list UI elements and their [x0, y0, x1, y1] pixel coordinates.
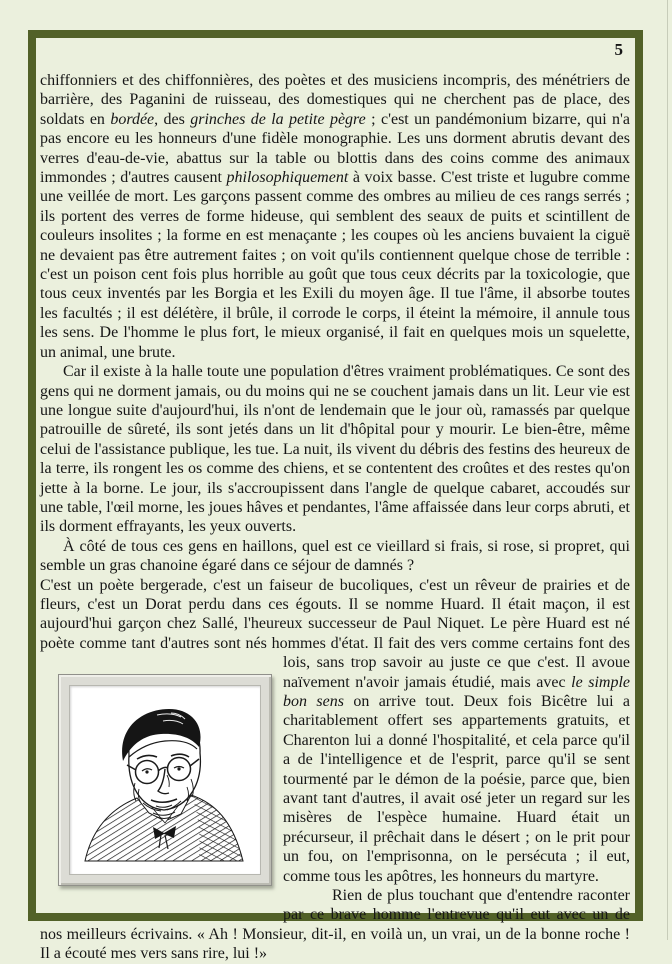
text-run: Car il existe à la halle toute une population d'êtres vraiment problématiques. Ce sont des gens qui ne dorment jamais, ou du moins qui ne se couchent jamais dans un lit. Leur vie est une longue suite d'aujourd'hui, ils n'ont de lendemain que le jour où, ramassés par quelque patrouille de sûreté, ils sont jetés dans un lit d'hôpital pour y mourir. Le bien-être, même celui de l'assistance publique, les tue. La nuit, ils vivent du débris des festins des heureux de la terre, ils rongent les os comme des chiens, et se contentent des croûtes et des restes qu'on jette à la borne. Le jour, ils s'accroupissent dans l'angle de quelque cabaret, accoudés sur une table, l'œil morne, les joues hâves et pendantes, l'âme affaissée dans leur corps abruti, et ils dorment effrayants, les yeux ouverts.: [40, 363, 630, 536]
text-run: Rien de plus touchant que d'entendre raconter par ce brave homme l'entrevue qu'il eut avec un de nos meilleurs écrivains. « Ah ! Monsieur, dit-il, en voilà un, un vrai, un de la bonne roche ! Il a écouté mes vers sans rire, lui !»: [40, 887, 630, 963]
paragraph: [40, 886, 630, 964]
portrait-frame: [58, 674, 272, 886]
italic-text: grinches de la petite pègre: [190, 110, 366, 128]
portrait-sketch-icon: [79, 695, 251, 865]
text-run: , des: [154, 110, 191, 128]
text-body: [40, 71, 630, 964]
portrait-figure: [58, 674, 272, 886]
text-run: C'est un poète bergerade, c'est un faiseur de bucoliques, c'est un rêveur de prairies et de fleurs, c'est un Dorat perdu dans ces égouts. Il se nomme Huard. Il était maçon, il est aujourd'hui garçon chez Sallé, l'heureux successeur de Paul Niquet. Le père Huard est né poète comme tant d'autres sont nés hommes d'état. Il fait des vers comme certains font des lois, sans trop: [40, 576, 630, 672]
page-border-frame: [28, 30, 643, 963]
text-run: chiffonniers et des chiffonnières, des poètes et des musiciens incompris, des ménétriers de barrière, des Paganini de ruisseau, des domestiques qui ne cherchent pas de place, des soldats en: [40, 72, 630, 128]
italic-text: philosophiquement: [226, 169, 349, 187]
italic-text: le simple bon sens: [283, 673, 631, 710]
paragraph: [40, 576, 630, 887]
paragraph: [40, 537, 630, 576]
text-run: on arrive tout. Deux fois Bicêtre lui a charitablement offert ses appartements gratuits, et Charenton lui a donné l'hospitalité, et cela parce qu'il a de l'intelligence et de l'esprit, parce qu'il se sent tourmenté par le démon de la poésie, parce que, bien avant tant d'autres, il avait osé jeter un regard sur les misères de l'espèce humaine. Huard était un précurseur, il prêchait dans le désert ; on le prit pour un fou, on l'emprisonna, on le persécuta ; il eut, comme tous les apôtres, les honneurs du martyre.: [283, 693, 630, 885]
text-run: à voix basse. C'est triste et lugubre comme une veillée de mort. Les garçons passent comme des ombres au milieu de ces rangs serrés ; ils portent des verres de forme hideuse, qui semblent des seaux de puits et scintillent de couleurs insolites ; la forme en est menaçante ; les coupes où les anciens buvaient la ciguë ne devaient pas être autrement faites ; on voit qu'ils contiennent quelque chose de terrible : c'est un poison cent fois plus horrible au goût que tous ceux décrits par la toxicologie, que tous ceux inventés par les Borgia et les Exili du moyen âge. Il tue l'âme, il absorbe toutes les facultés ; il est délétère, il brûle, il corrode le corps, il éteint la mémoire, il annule tous les sens. De l'homme le plus fort, le mieux organisé, il fait en quelques mois un squelette, un animal, une brute.: [40, 169, 630, 361]
page-content: [36, 38, 635, 963]
italic-text: bordée: [110, 110, 155, 128]
text-run: savoir au juste ce que c'est. Il avoue naïvement n'avoir jamais étudié, mais avec: [283, 654, 630, 691]
text-run: ; c'est un pandémonium bizarre, qui n'a pas encore eu les honneurs d'une fidèle monographie. Les uns dorment abrutis devant des verres d'eau-de-vie, abattus sur la table ou blottis dans des coins comme des animaux immondes ; d'autres causent: [40, 110, 631, 187]
paragraph: [40, 362, 630, 537]
text-run: À côté de tous ces gens en haillons, quel est ce vieillard si frais, si rose, si propret, qui semble un gras chanoine égaré dans ce séjour de damnés ?: [40, 537, 630, 575]
portrait-mat: [69, 685, 261, 875]
scan-edge: [667, 0, 668, 940]
paragraph: [40, 71, 630, 362]
page-number: 5: [614, 40, 623, 59]
